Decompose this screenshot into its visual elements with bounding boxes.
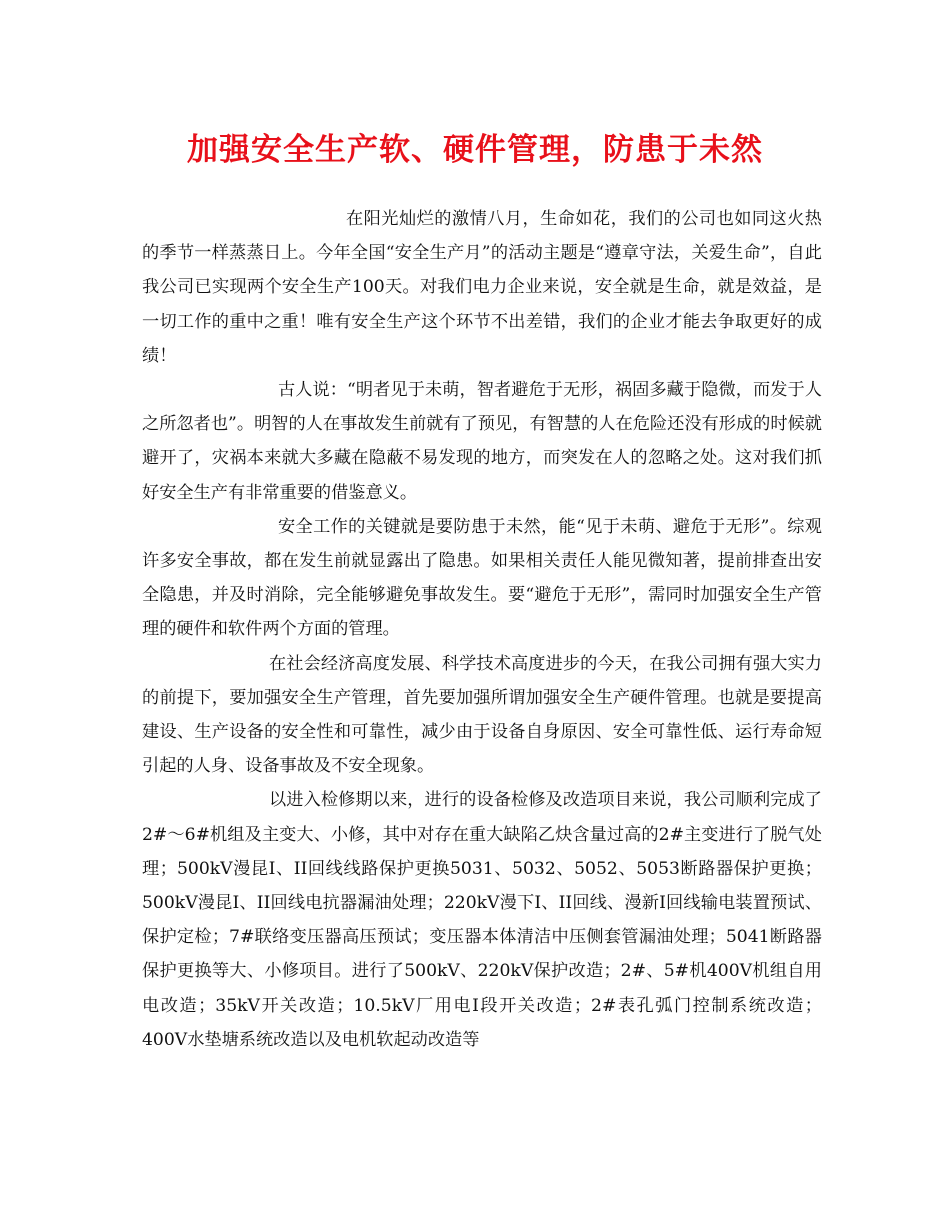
paragraph-3: 安全工作的关键就是要防患于未然，能“见于未萌、避危于无形”。综观许多安全事故，都在发生前就显露出了隐患。如果相关责任人能见微知著，提前排查出安全隐患，并及时消除，完全能够避免事故发生。要“避危于无形”，需同时加强安全生产管理的硬件和软件两个方面的管理。 <box>142 516 822 640</box>
paragraph-2: 古人说：“明者见于未萌，智者避危于无形，祸固多藏于隐微，而发于人之所忽者也”。明智的人在事故发生前就有了预见，有智慧的人在危险还没有形成的时候就避开了，灾祸本来就大多藏在隐蔽不易发现的地方，而突发在人的忽略之处。这对我们抓好安全生产有非常重要的借鉴意义。 <box>142 380 822 503</box>
document-body <box>142 202 822 1057</box>
paragraph-5: 以进入检修期以来，进行的设备检修及改造项目来说，我公司顺利完成了2#～6#机组及主变大、小修，其中对存在重大缺陷乙炔含量过高的2#主变进行了脱气处理；500kV漫昆Ⅰ、II回线线路保护更换5031、5032、5052、5053断路器保护更换；500kV漫昆Ⅰ、II回线电抗器漏油处理；220kV漫下Ⅰ、II回线、漫新Ⅰ回线输电装置预试、保护定检；7#联络变压器高压预试；变压器本体清洁中压侧套管漏油处理；5041断路器保护更换等大、小修项目。进行了500kV、220kV保护改造；2#、5#机400V机组自用电改造；35kV开关改造；10.5kV厂用电Ⅰ段开关改造；2#表孔弧门控制系统改造；400V水垫塘系统改造以及电机软起动改造等 <box>142 790 822 1050</box>
paragraph-4: 在社会经济高度发展、科学技术高度进步的今天，在我公司拥有强大实力的前提下，要加强安全生产管理，首先要加强所谓加强安全生产硬件管理。也就是要提高建设、生产设备的安全性和可靠性，减少由于设备自身原因、安全可靠性低、运行寿命短引起的人身、设备事故及不安全现象。 <box>142 653 822 777</box>
paragraph-1: 在阳光灿烂的激情八月，生命如花，我们的公司也如同这火热的季节一样蒸蒸日上。今年全国“安全生产月”的活动主题是“遵章守法，关爱生命”，自此我公司已实现两个安全生产100天。对我们电力企业来说，安全就是生命，就是效益，是一切工作的重中之重！唯有安全生产这个环节不出差错，我们的企业才能去争取更好的成绩！ <box>142 209 822 366</box>
document-title: 加强安全生产软、硬件管理，防患于未然 <box>187 132 763 168</box>
